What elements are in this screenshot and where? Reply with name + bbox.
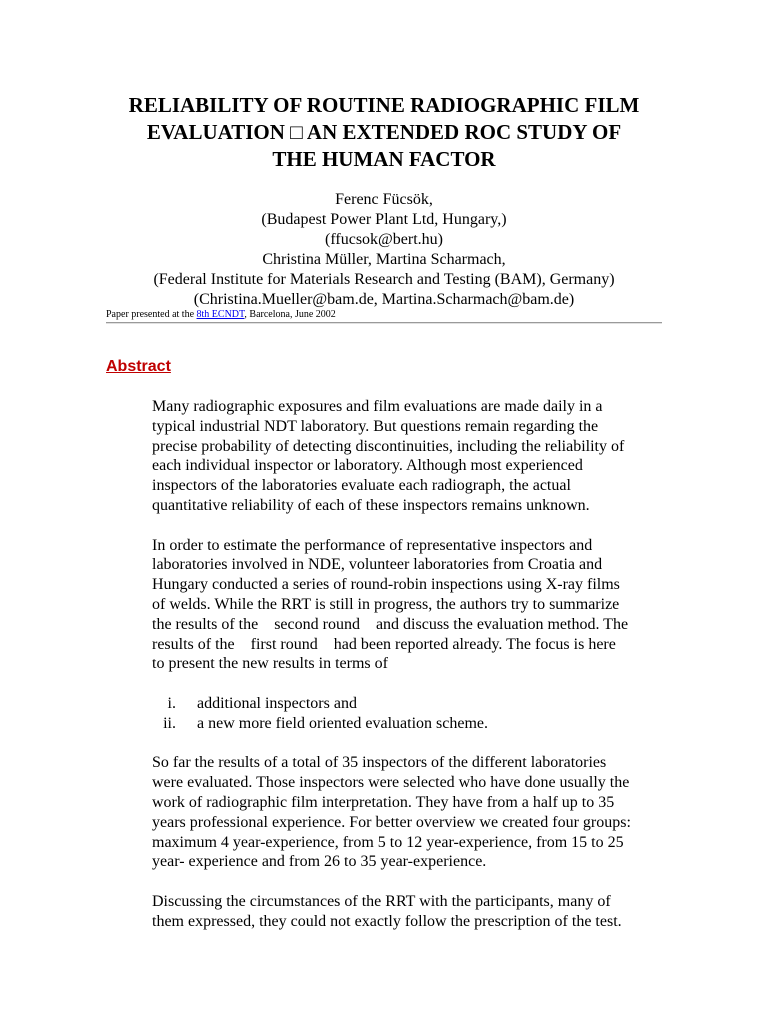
author-email: (ffucsok@bert.hu)	[325, 231, 443, 248]
text-line: Discussing the circumstances of the RRT with the participants, many of	[152, 892, 611, 910]
text-line: year- experience and from 26 to 35 year-experience.	[152, 853, 487, 871]
title-line: RELIABILITY OF ROUTINE RADIOGRAPHIC FILM	[128, 93, 640, 117]
text-line: Many radiographic exposures and film evaluations are made daily in a	[152, 398, 603, 415]
list-text: a new more field oriented evaluation scheme.	[197, 714, 488, 732]
text-line: typical industrial NDT laboratory. But questions remain regarding the	[152, 417, 599, 435]
conference-link[interactable]: 8th ECNDT	[196, 309, 245, 320]
text-line: them expressed, they could not exactly follow the prescription of the test.	[152, 912, 622, 930]
text-line: the results of the second round and discuss the evaluation method. The	[152, 615, 629, 633]
presented-suffix: , Barcelona, June 2002	[244, 309, 336, 320]
author-affiliation: (Federal Institute for Materials Research and Testing (BAM), Germany)	[153, 271, 615, 288]
author-email: (Christina.Mueller@bam.de, Martina.Scharmach@bam.de)	[193, 291, 575, 308]
list-number: i.	[167, 694, 176, 712]
text-line: So far the results of a total of 35 inspectors of the different laboratories	[152, 754, 607, 772]
abstract-list	[152, 694, 662, 734]
abstract-paragraph	[152, 397, 662, 516]
abstract-body	[152, 397, 662, 951]
author-affiliation: (Budapest Power Plant Ltd, Hungary,)	[261, 211, 507, 228]
text-line: of welds. While the RRT is still in progress, the authors try to summarize	[152, 595, 620, 613]
header-divider	[106, 322, 662, 324]
text-line: laboratories involved in NDE, volunteer laboratories from Croatia and	[152, 556, 603, 574]
text-line: precise probability of detecting discontinuities, including the reliability of	[152, 437, 625, 455]
title-line: EVALUATION □ AN EXTENDED ROC STUDY OF	[146, 120, 622, 144]
presented-note	[106, 309, 336, 321]
text-line: Hungary conducted a series of round-robin inspections using X-ray films	[152, 576, 620, 594]
text-line: results of the first round had been reported already. The focus is here	[152, 635, 616, 653]
text-line: work of radiographic film interpretation. They have from a half up to 35	[152, 793, 615, 811]
text-line: maximum 4 year-experience, from 5 to 12 year-experience, from 15 to 25	[152, 833, 624, 851]
author-names-bam: Christina Müller, Martina Scharmach,	[262, 251, 506, 268]
author-block	[60, 190, 708, 310]
text-line: each individual inspector or laboratory. Although most experienced	[152, 457, 583, 475]
text-line: were evaluated. Those inspectors were selected who have done usually the	[152, 774, 630, 792]
text-line: inspectors of the laboratories evaluate each radiograph, the actual	[152, 477, 571, 495]
title-line: THE HUMAN FACTOR	[272, 147, 496, 171]
list-number: ii.	[163, 714, 176, 732]
text-line: to present the new results in terms of	[152, 655, 388, 673]
abstract-paragraph	[152, 892, 662, 932]
text-line: years professional experience. For better overview we created four groups:	[152, 813, 631, 831]
list-text: additional inspectors and	[197, 694, 357, 712]
text-line: quantitative reliability of each of these inspectors remains unknown.	[152, 496, 590, 514]
list-item	[152, 694, 662, 714]
abstract-paragraph	[152, 753, 662, 872]
abstract-paragraph	[152, 536, 662, 675]
paper-title	[60, 92, 708, 173]
text-line: In order to estimate the performance of representative inspectors and	[152, 536, 593, 554]
list-item	[152, 714, 662, 734]
abstract-heading: Abstract	[106, 358, 171, 375]
author-name-fucsok: Ferenc Fücsök,	[335, 191, 433, 208]
presented-prefix: Paper presented at the	[106, 309, 197, 320]
